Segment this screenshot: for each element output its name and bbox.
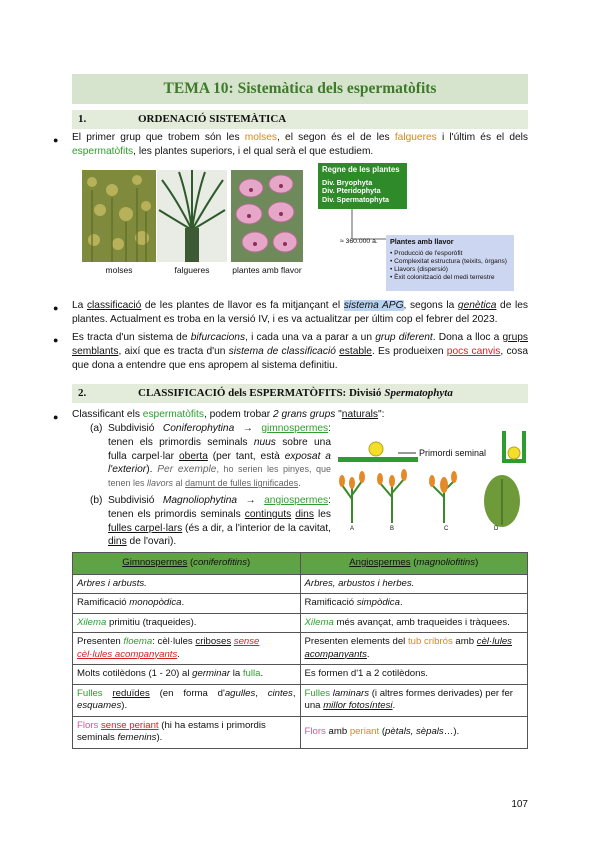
table-cell: [300, 574, 528, 594]
table-row: [73, 613, 528, 633]
term-grup-diferent: grup diferent: [375, 332, 433, 343]
sub-b-text: [108, 494, 331, 549]
term-naturals: naturals: [341, 409, 379, 420]
text: .: [298, 478, 301, 490]
kingdom-box: [318, 163, 407, 209]
text: , segons la: [403, 300, 458, 311]
text: .: [181, 597, 185, 608]
text: ).: [146, 464, 158, 476]
text: Ramificació: [77, 597, 130, 608]
table-cell: [300, 665, 528, 685]
sub-a-label: (a): [90, 423, 103, 434]
page-number: 107: [511, 799, 528, 810]
text: , ho serien les pinyes, que tenen les: [108, 464, 331, 489]
text: de les plantes de llavor es fa mitjançant el: [141, 300, 344, 311]
term-continguts: continguts: [244, 508, 292, 520]
text: Presenten elements del: [304, 636, 408, 647]
table-cell: [73, 665, 301, 685]
term-gimnospermes: gimnospermes: [261, 423, 329, 434]
text: de l'ovari).: [126, 536, 177, 548]
table-row: [73, 684, 528, 716]
term-fulla-carpellar: fulla carpel·lar: [108, 450, 175, 462]
text: sobre una: [275, 436, 331, 448]
table-cell: [73, 633, 301, 665]
text: pètals, sèpals: [385, 725, 444, 737]
text: Es formen d'1 a 2 cotilèdons.: [304, 668, 428, 679]
term-pocs-canvis: pocs canvis: [446, 345, 501, 357]
table-header-row: [73, 553, 528, 575]
term-fulles-carpellars: fulles carpel·lars: [108, 522, 183, 534]
text: ).: [156, 732, 163, 743]
diagram-letter-d: D: [494, 526, 499, 532]
section-2-heading: [72, 384, 528, 403]
term-falgueres: falgueres: [394, 132, 437, 143]
term-llavors: llavors: [147, 478, 174, 489]
term-damunt: damunt de fulles lignificades: [185, 478, 299, 489]
table-cell: [300, 613, 528, 633]
table-cell: [300, 633, 528, 665]
seed-plants-item: • Complexitat estructura (teixits, òrgans): [390, 257, 508, 265]
section-1-number: 1.: [78, 112, 87, 125]
division-pteridophyta: Div. Pteridophyta: [322, 186, 381, 196]
text: Molts cotilèdons (1 - 20) al: [77, 668, 193, 679]
text: (és a dir, a l'interior de la cavitat,: [182, 522, 331, 534]
section-2-number: 2.: [78, 386, 87, 399]
text: Fulles: [77, 687, 103, 699]
comparison-table: [72, 552, 528, 749]
text: , podem trobar: [203, 409, 274, 420]
text: femenins: [117, 732, 157, 743]
moss-photo: [82, 170, 156, 262]
text: →: [237, 495, 265, 506]
text: Flors: [304, 725, 326, 737]
term-classificacio: classificació: [86, 300, 142, 311]
text: .: [260, 668, 264, 679]
text: tub cribrós: [407, 636, 453, 647]
table-row: [73, 716, 528, 748]
text: més avançat, amb traqueides i tràquees.: [333, 616, 510, 628]
table-row: [73, 594, 528, 614]
term-estable: estable: [339, 345, 372, 357]
text: magnoliofitins: [416, 557, 476, 568]
sub-b-label: (b): [90, 495, 103, 506]
text: , i cada una va a parar a un: [245, 332, 376, 343]
section-1-heading: [72, 110, 528, 129]
text: amb: [325, 725, 350, 737]
text: ,: [255, 687, 268, 699]
text: (per tant, està: [207, 450, 285, 462]
text: (: [379, 725, 386, 737]
text: . Dona a lloc a: [432, 332, 503, 343]
kingdom-title: Regne de les plantes: [322, 165, 400, 174]
seed-plants-item: • Llavors (dispersió): [390, 265, 449, 273]
section-2-title: CLASSIFICACIÓ dels ESPERMATÒFITS: Divisió: [138, 386, 382, 399]
text: periant: [349, 725, 380, 737]
text: .: [177, 648, 180, 660]
text: monopòdica: [129, 597, 182, 608]
text: i l'últim és el dels: [436, 132, 529, 143]
text: amb: [452, 636, 477, 647]
text: .: [392, 700, 396, 711]
table-cell: [300, 684, 528, 716]
text: Es tracta d'un sistema de: [72, 332, 191, 343]
primordi-seminal-diagram: [336, 425, 528, 535]
page-title: TEMA 10: Sistemàtica dels espermatòfits: [163, 80, 437, 98]
diagram-letter-c: C: [444, 526, 449, 532]
table-header-gimnospermes: [73, 553, 301, 575]
division-bryophyta: Div. Bryophyta: [322, 177, 373, 187]
text: reduïdes: [112, 687, 150, 699]
term-dins: dins: [295, 508, 314, 520]
section-1-title: ORDENACIÓ SISTEMÀTICA: [138, 112, 287, 125]
seed-plants-item: • Producció de l'esporòfit: [390, 249, 463, 257]
text: primitiu (traqueides).: [106, 616, 197, 628]
text: (: [410, 557, 417, 568]
paragraph-1: [72, 131, 528, 159]
text: (hi ha estams i primordis seminals: [77, 719, 266, 743]
table-row: [73, 574, 528, 594]
text: Subdivisió: [108, 495, 163, 506]
text: sense cèl·lules acompanyants: [77, 636, 260, 660]
term-espermatofits: espermatòfits: [142, 409, 204, 420]
text: millor fotosíntesi: [323, 700, 393, 711]
caption-molses: molses: [105, 265, 133, 275]
text: : cèl·lules: [152, 636, 196, 647]
text: (i altres formes derivades) per fer una: [304, 687, 513, 711]
term-nuus: nuus: [253, 436, 276, 448]
text: El primer grup que trobem són les: [72, 132, 245, 143]
text: , les plantes superiors, i el qual serà el que estudiem.: [133, 145, 374, 157]
text: (: [187, 557, 194, 568]
text: floema: [123, 636, 153, 647]
paragraph-3: [72, 331, 528, 372]
caption-falgueres: falgueres: [174, 265, 210, 275]
text: Arbres, arbustos i herbes.: [304, 577, 415, 589]
table-row: [73, 665, 528, 685]
text: ): [475, 557, 479, 568]
term-bifurcacions: bifurcacions: [190, 332, 246, 343]
text: Xilema: [304, 616, 334, 628]
text: Arbres i arbusts.: [77, 577, 147, 589]
term-magnoliophytina: Magnoliophytina: [162, 495, 238, 506]
term-genetica: genètica: [457, 300, 497, 311]
text: .: [399, 597, 403, 608]
text: .: [366, 648, 370, 660]
text: La: [72, 300, 87, 311]
text: Gimnospermes: [122, 557, 188, 568]
text: ,: [292, 687, 296, 699]
fern-photo: [157, 170, 227, 262]
text: ":: [378, 409, 385, 420]
text: germinar: [192, 668, 231, 679]
text: ).: [121, 700, 128, 711]
text: la: [230, 668, 243, 679]
text: : tenen els primordis seminals: [108, 423, 331, 448]
term-per-exemple: Per exemple: [157, 464, 217, 476]
bullet-icon: ●: [53, 412, 59, 422]
paragraph-4: [72, 408, 528, 422]
text: al: [173, 478, 186, 489]
term-molses: molses: [244, 132, 278, 143]
text: , el segon és el de les: [277, 132, 395, 143]
text: Subdivisió: [108, 423, 163, 434]
foxglove-photo: [231, 170, 303, 262]
text: criboses: [195, 636, 232, 647]
text: Flors: [77, 719, 99, 731]
table-cell: [73, 684, 301, 716]
text: de les plantes. Actualment es troba en la versió IV, i es va actualitzar per últim cop el febrer del 2023.: [72, 300, 528, 325]
bullet-icon: ●: [53, 303, 59, 313]
table-cell: [73, 613, 301, 633]
division-spermatophyta: Div. Spermatophyta: [322, 194, 389, 204]
seed-plants-item: • Èxit colonització del medi terrestre: [390, 273, 495, 281]
text: (en forma d': [149, 687, 225, 699]
text: agulles: [224, 687, 256, 699]
page-title-bar: [72, 74, 528, 104]
bullet-icon: ●: [53, 135, 59, 145]
term-coniferophytina: Coniferophytina: [162, 423, 235, 434]
text: coniferofitins: [193, 557, 248, 568]
seed-plants-title: Plantes amb llavor: [390, 237, 454, 246]
time-label: ≈ 360.000 a.: [340, 238, 378, 245]
text: ": [335, 409, 342, 420]
term-angiospermes: angiospermes: [264, 495, 329, 506]
diagram-letter-b: B: [390, 526, 395, 532]
table-cell: [73, 716, 301, 748]
sub-a-text: [108, 422, 331, 491]
text: . Es produeixen: [371, 345, 447, 357]
section-2-title-italic: Spermatophyta: [384, 386, 453, 399]
text: simpòdica: [356, 597, 400, 608]
table-cell: [73, 594, 301, 614]
term-exposat: exposat a l'exterior: [108, 450, 331, 476]
diagram-letter-a: A: [350, 526, 355, 532]
term-espermatofits: espermatòfits: [72, 145, 134, 157]
text: laminars: [332, 687, 370, 699]
paragraph-2: [72, 299, 528, 327]
text: [103, 688, 113, 699]
text: , cosa que dona a entendre que ens apropem al sistema definitiu.: [72, 345, 528, 371]
seed-plants-box: [386, 235, 514, 291]
bullet-icon: ●: [53, 335, 59, 345]
text: cèl·lules acompanyants: [304, 636, 512, 660]
text: Classificant els: [72, 409, 143, 420]
table-cell: [300, 716, 528, 748]
text: sense periant: [101, 719, 159, 731]
text: fulla: [242, 668, 261, 679]
text: , així que es tracta d'un: [118, 345, 229, 357]
term-dins: dins: [108, 536, 127, 548]
text: Presenten: [77, 636, 124, 647]
term-grups-semblants: grups semblants: [72, 332, 528, 357]
text: Ramificació: [304, 597, 357, 608]
primordi-seminal-label: Primordi seminal: [419, 448, 487, 458]
table-row: [73, 633, 528, 665]
text: →: [234, 423, 262, 434]
text: esquames: [77, 700, 122, 711]
text: : tenen els primordis seminals: [108, 495, 331, 520]
text: Xilema: [77, 616, 107, 628]
table-header-angiospermes: [300, 553, 528, 575]
text: Angiospermes: [349, 557, 411, 568]
term-sistema-classificacio: sistema de classificació: [228, 345, 336, 357]
term-2-grans-grups: 2 grans grups: [273, 409, 336, 420]
text: …).: [443, 725, 460, 737]
text: ): [247, 557, 251, 568]
table-cell: [73, 574, 301, 594]
text: Fulles: [304, 687, 331, 699]
table-cell: [300, 594, 528, 614]
caption-plantes-amb-llavor: plantes amb flavor: [232, 265, 302, 275]
term-oberta: oberta: [178, 450, 208, 462]
term-sistema-apg: sistema APG: [343, 300, 404, 311]
text: les: [313, 508, 331, 520]
text: cintes: [267, 687, 293, 699]
